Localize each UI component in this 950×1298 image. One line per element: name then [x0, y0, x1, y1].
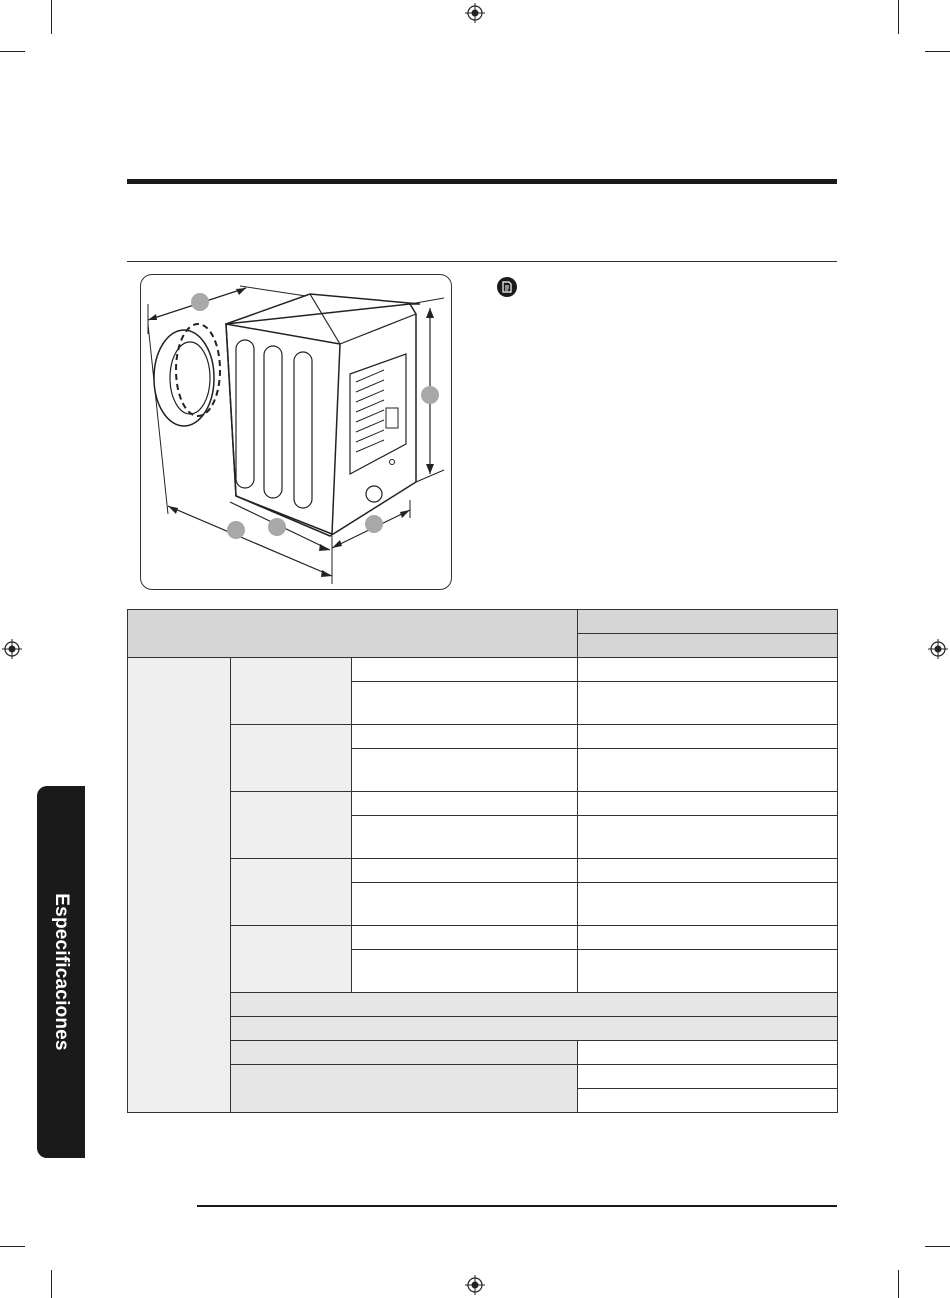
table-cell	[578, 926, 838, 950]
table-subgroup-cell	[231, 792, 352, 859]
note-icon	[497, 277, 517, 297]
table-label-cell	[231, 1041, 578, 1065]
crop-mark	[925, 1246, 950, 1247]
table-cell	[352, 682, 578, 725]
table-subgroup-cell	[231, 926, 352, 993]
table-cell	[578, 1041, 838, 1065]
crop-mark	[925, 51, 950, 52]
side-tab-label: Especificaciones	[51, 893, 72, 1051]
specifications-table	[127, 609, 838, 1113]
table-cell	[578, 950, 838, 993]
table-row	[128, 792, 838, 816]
registration-mark-icon	[465, 3, 485, 23]
dimensions-figure	[140, 274, 452, 590]
table-label-cell	[231, 1065, 578, 1113]
crop-mark	[51, 1270, 52, 1298]
table-cell	[578, 1089, 838, 1113]
table-header-cell	[578, 610, 838, 634]
table-cell	[578, 859, 838, 883]
table-subgroup-cell	[231, 658, 352, 725]
table-label-cell	[231, 1017, 838, 1041]
section-top-rule	[127, 179, 837, 184]
crop-mark	[0, 1246, 25, 1247]
table-row	[128, 926, 838, 950]
table-row	[128, 859, 838, 883]
section-divider	[127, 261, 837, 262]
table-cell	[352, 816, 578, 859]
table-row	[128, 1041, 838, 1065]
table-cell	[352, 749, 578, 792]
table-header-cell	[128, 610, 578, 658]
table-header-row	[128, 610, 838, 634]
table-cell	[578, 1065, 838, 1089]
table-cell	[352, 859, 578, 883]
table-subgroup-cell	[231, 725, 352, 792]
table-row	[128, 658, 838, 682]
table-cell	[352, 658, 578, 682]
registration-mark-icon	[465, 1275, 485, 1295]
crop-mark	[51, 0, 52, 34]
table-row	[128, 1017, 838, 1041]
table-cell	[578, 658, 838, 682]
table-cell	[578, 682, 838, 725]
table-group-cell	[128, 658, 231, 1113]
table-row	[128, 993, 838, 1017]
crop-mark	[898, 1270, 899, 1298]
table-header-cell	[578, 634, 838, 658]
crop-mark	[0, 51, 25, 52]
footer-rule	[197, 1205, 837, 1207]
table-cell	[352, 725, 578, 749]
table-row	[128, 725, 838, 749]
table-cell	[578, 749, 838, 792]
crop-mark	[898, 0, 899, 34]
table-cell	[578, 883, 838, 926]
table-cell	[352, 792, 578, 816]
table-cell	[352, 950, 578, 993]
table-cell	[578, 816, 838, 859]
table-cell	[352, 926, 578, 950]
registration-mark-icon	[928, 639, 948, 659]
table-cell	[352, 883, 578, 926]
table-cell	[578, 725, 838, 749]
table-label-cell	[231, 993, 838, 1017]
table-subgroup-cell	[231, 859, 352, 926]
registration-mark-icon	[2, 639, 22, 659]
dryer-dimensions-diagram-icon	[140, 274, 452, 590]
section-side-tab	[37, 786, 85, 1158]
table-row	[128, 1065, 838, 1089]
table-cell	[578, 792, 838, 816]
